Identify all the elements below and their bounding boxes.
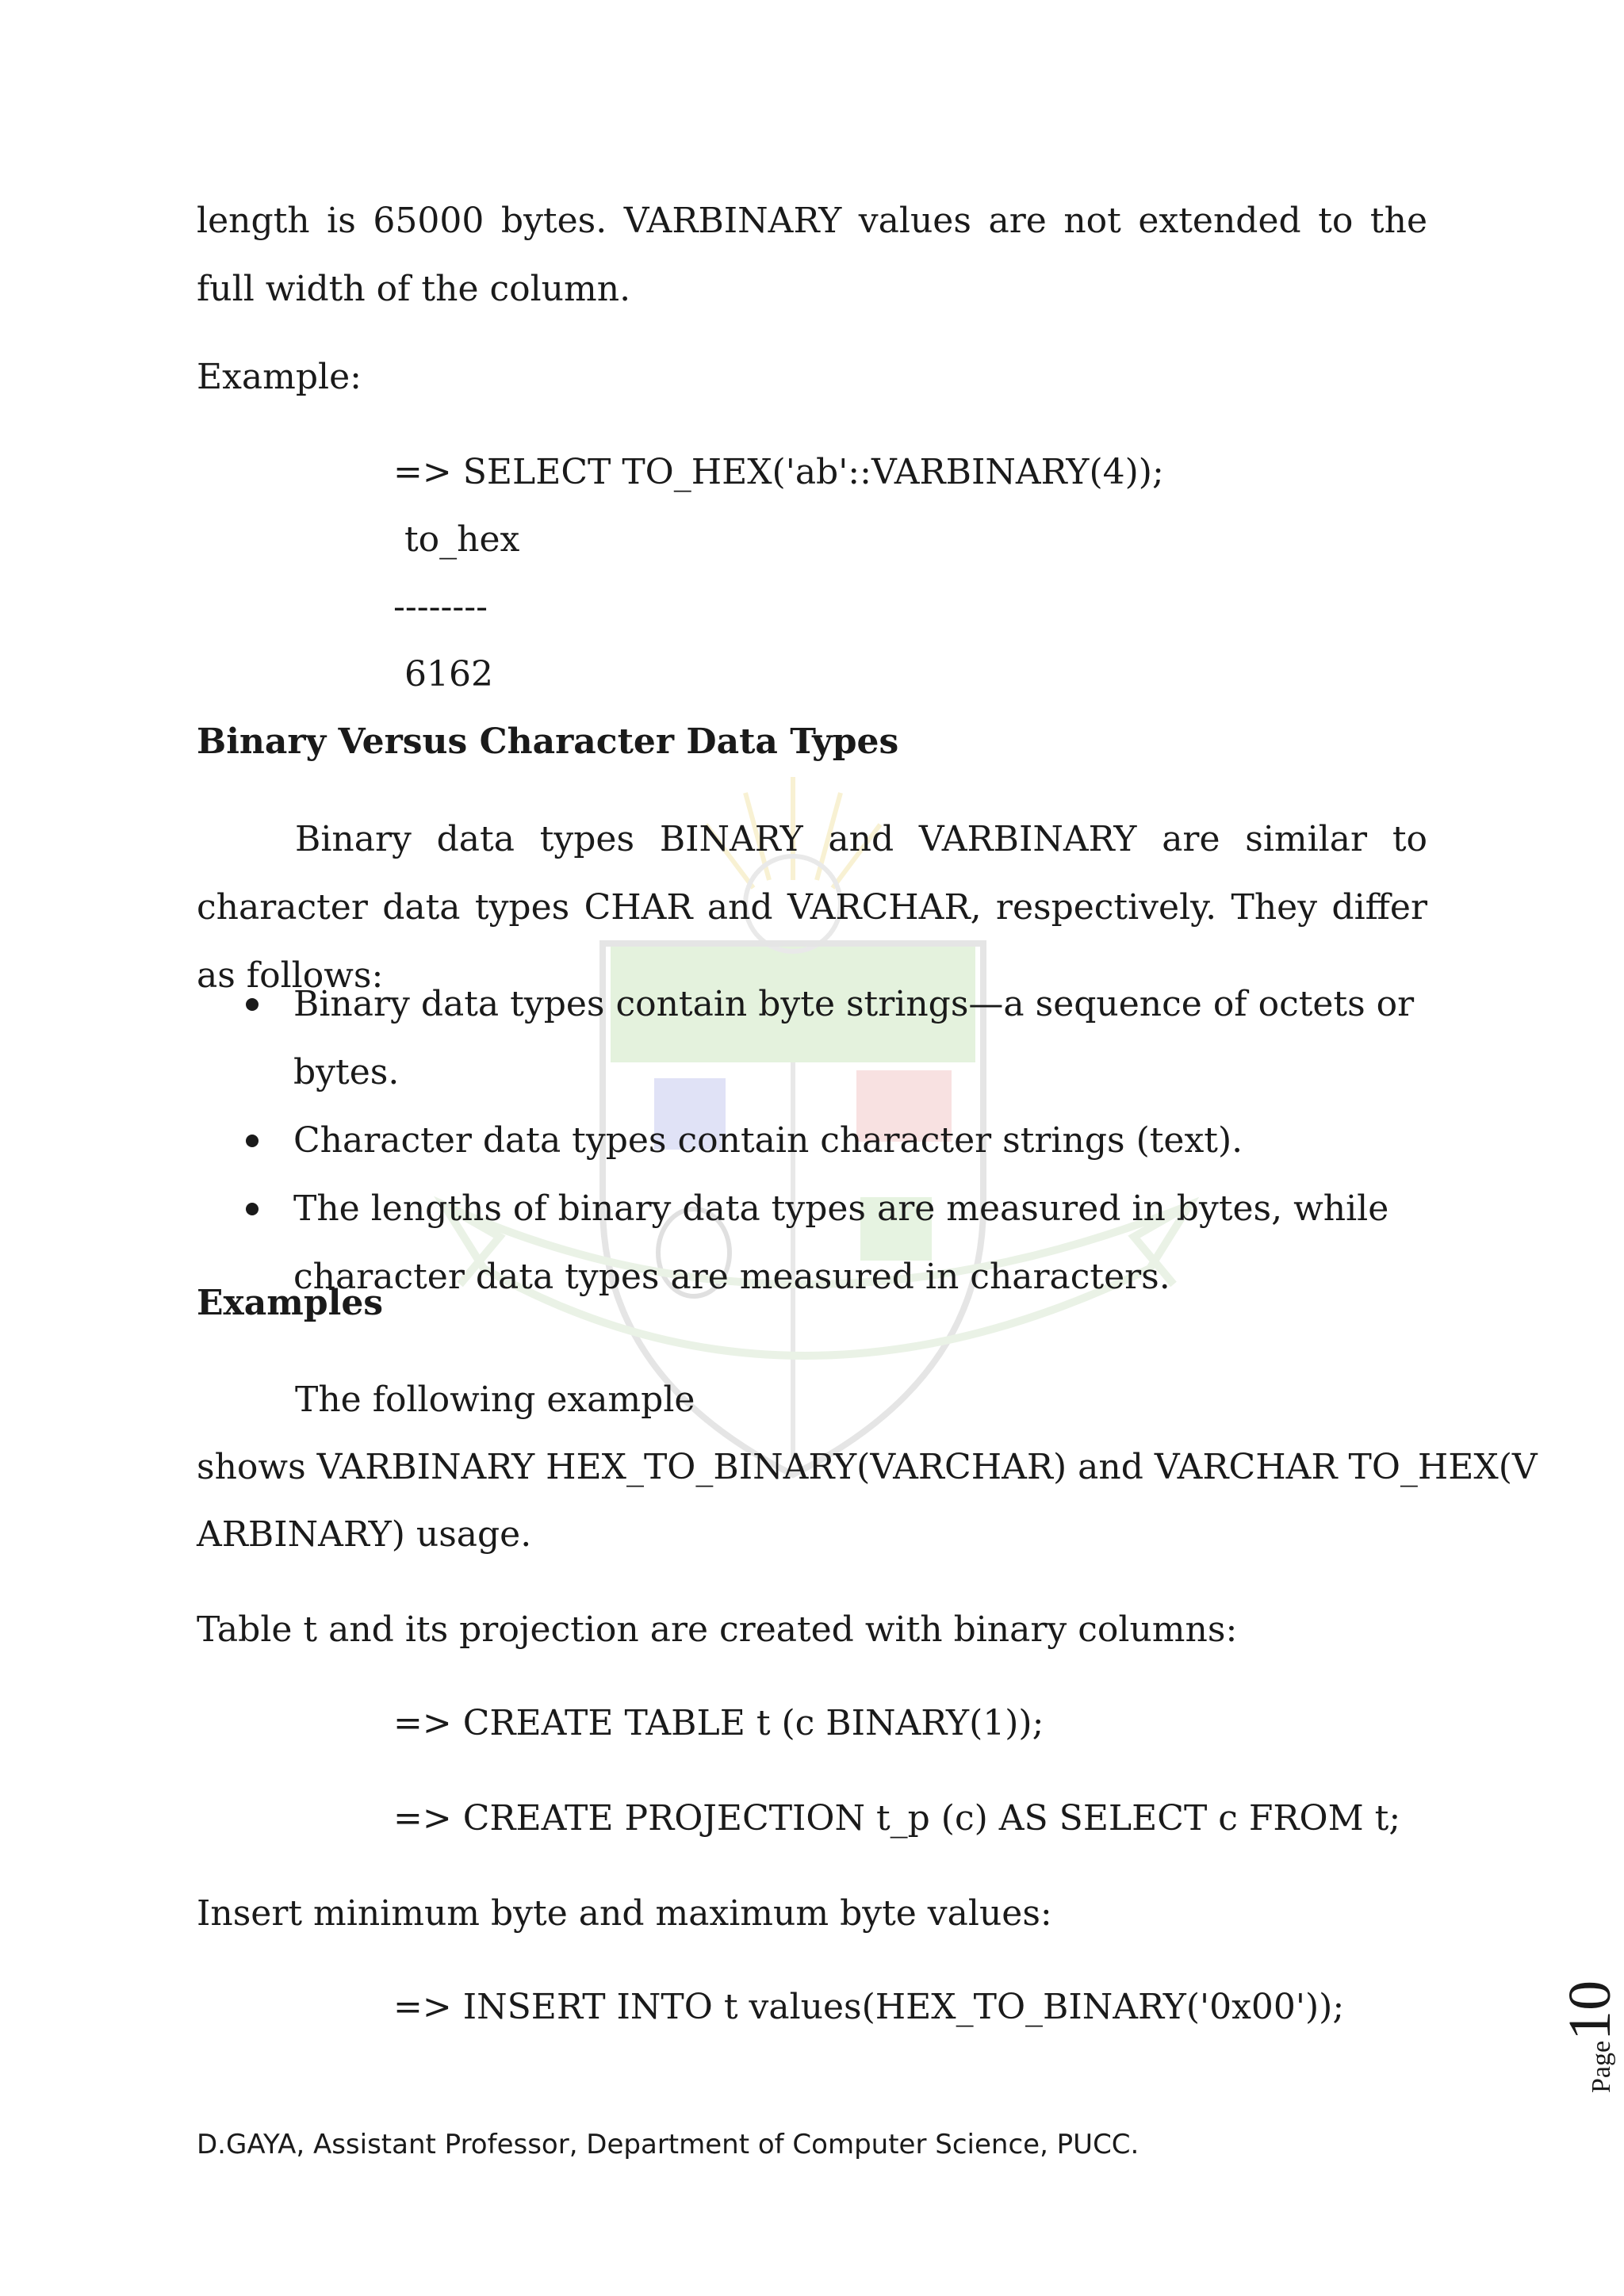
page-number-value: 10 bbox=[1557, 1980, 1623, 2041]
bullet-icon bbox=[246, 1203, 259, 1215]
bullet-icon bbox=[246, 998, 259, 1011]
section-heading: Binary Versus Character Data Types bbox=[197, 721, 899, 762]
list-item: Character data types contain character strings (text). bbox=[293, 1107, 1459, 1175]
examples-paragraph-line: ARBINARY) usage. bbox=[197, 1514, 532, 1555]
list-item: Binary data types contain byte strings—a sequence of octets or bytes. bbox=[293, 970, 1459, 1107]
list-item: The lengths of binary data types are measured in bytes, while character data types are measured in characters. bbox=[293, 1175, 1459, 1311]
insert-paragraph: Insert minimum byte and maximum byte values: bbox=[197, 1893, 1052, 1934]
page-number bbox=[1477, 1958, 1623, 2101]
intro-paragraph: length is 65000 bytes. VARBINARY values are not extended to the full width of the column. bbox=[197, 201, 1427, 309]
bullet-icon bbox=[246, 1135, 259, 1147]
differences-list bbox=[293, 970, 1459, 1311]
code-line: => INSERT INTO t values(HEX_TO_BINARY('0x00')); bbox=[393, 1987, 1345, 2027]
example-label: Example: bbox=[197, 357, 362, 397]
page-label: Page bbox=[1587, 2040, 1616, 2093]
code-line: => CREATE PROJECTION t_p (c) AS SELECT c FROM t; bbox=[393, 1798, 1401, 1839]
binary-paragraph: Binary data types BINARY and VARBINARY are similar to character data types CHAR and VARCHAR, respectively. They differ as follows: bbox=[197, 819, 1427, 996]
examples-paragraph-line: The following example bbox=[295, 1380, 695, 1420]
code-line: -------- bbox=[393, 587, 488, 627]
table-paragraph: Table t and its projection are created with binary columns: bbox=[197, 1609, 1238, 1650]
page-footer: D.GAYA, Assistant Professor, Department of Computer Science, PUCC. bbox=[197, 2129, 1139, 2160]
code-line: => SELECT TO_HEX('ab'::VARBINARY(4)); bbox=[393, 452, 1164, 492]
section-heading: Examples bbox=[197, 1283, 384, 1323]
code-line: to_hex bbox=[393, 519, 520, 560]
code-line: => CREATE TABLE t (c BINARY(1)); bbox=[393, 1703, 1044, 1743]
code-line: 6162 bbox=[393, 654, 493, 695]
examples-paragraph-line: shows VARBINARY HEX_TO_BINARY(VARCHAR) and VARCHAR TO_HEX(V bbox=[197, 1447, 1538, 1487]
